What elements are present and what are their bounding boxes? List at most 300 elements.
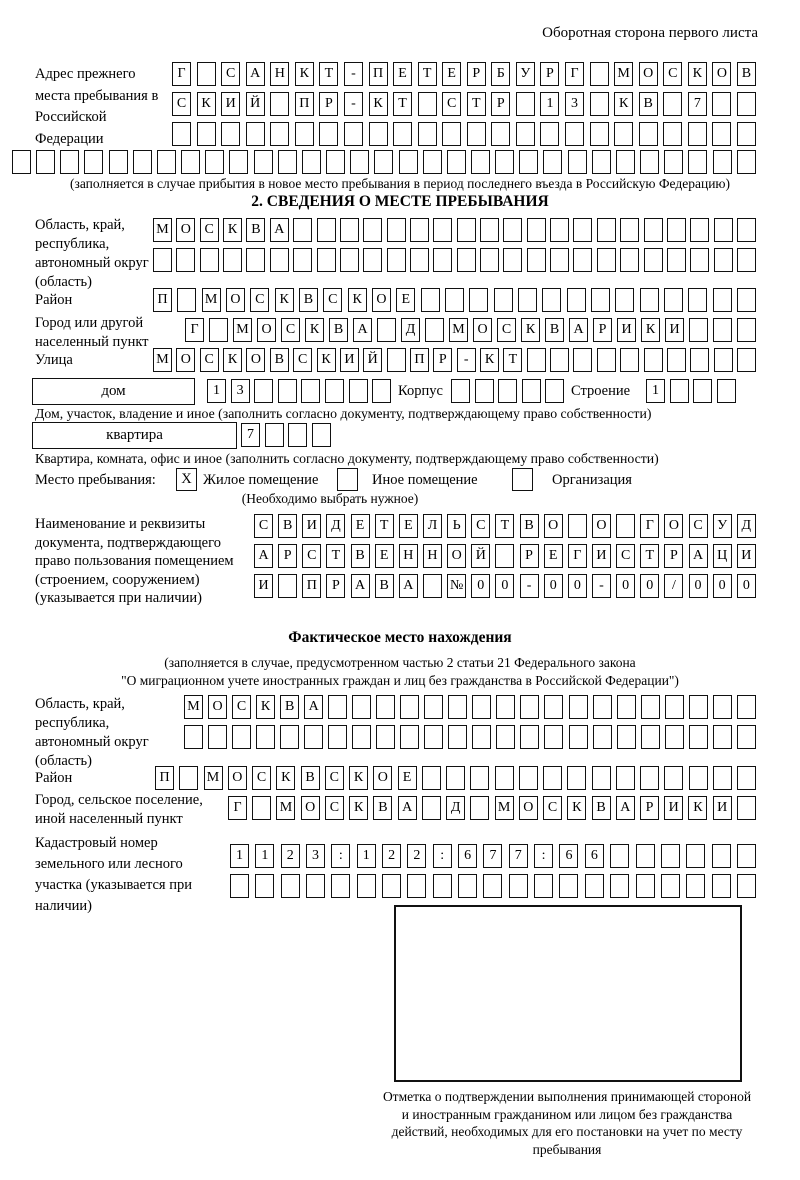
- char-box: В: [351, 544, 370, 568]
- char-box-empty: [597, 248, 616, 272]
- char-box: О: [473, 318, 492, 342]
- char-box-empty: [200, 248, 219, 272]
- char-box-empty: [357, 874, 376, 898]
- char-box-empty: [475, 379, 494, 403]
- char-box: В: [375, 574, 394, 598]
- char-box: Д: [401, 318, 420, 342]
- char-box-empty: [516, 92, 535, 116]
- char-box: О: [246, 348, 265, 372]
- region-label: Область, край, республика, автономный округ (область): [35, 217, 149, 290]
- char-box-empty: [713, 725, 732, 749]
- char-box-empty: [620, 218, 639, 242]
- char-box-empty: [352, 725, 371, 749]
- char-box-empty: [503, 248, 522, 272]
- char-box-empty: [422, 796, 441, 820]
- char-box-empty: [229, 150, 248, 174]
- char-box: -: [520, 574, 539, 598]
- char-box-empty: [737, 150, 756, 174]
- char-box: К: [614, 92, 633, 116]
- char-box: 7: [241, 423, 260, 447]
- char-box-empty: [306, 874, 325, 898]
- char-box: Ц: [713, 544, 732, 568]
- char-box-empty: [312, 423, 331, 447]
- char-box-empty: [592, 766, 611, 790]
- char-box: 0: [737, 574, 756, 598]
- char-box-empty: [714, 348, 733, 372]
- char-box: В: [301, 766, 320, 790]
- char-box-empty: [540, 122, 559, 146]
- char-box-empty: [663, 122, 682, 146]
- char-box-empty: [376, 725, 395, 749]
- city-row: [185, 318, 756, 342]
- char-box-empty: [387, 348, 406, 372]
- char-box: А: [246, 62, 265, 86]
- char-box-empty: [448, 725, 467, 749]
- char-box: 6: [458, 844, 477, 868]
- char-box: П: [155, 766, 174, 790]
- char-box-empty: [520, 695, 539, 719]
- region-row-2: [153, 248, 756, 272]
- char-box-empty: [278, 150, 297, 174]
- char-box-empty: [184, 725, 203, 749]
- char-box-empty: [569, 725, 588, 749]
- char-box-empty: [349, 379, 368, 403]
- char-box-empty: [209, 318, 228, 342]
- char-box-empty: [494, 288, 513, 312]
- char-box: 0: [471, 574, 490, 598]
- char-box-empty: [737, 248, 756, 272]
- char-box: В: [278, 514, 297, 538]
- char-box-empty: [433, 218, 452, 242]
- char-box-empty: [590, 122, 609, 146]
- char-box-empty: [377, 318, 396, 342]
- char-box: А: [399, 574, 418, 598]
- place-type-label: Место пребывания:: [35, 472, 156, 488]
- char-box-empty: [543, 150, 562, 174]
- char-box: М: [153, 218, 172, 242]
- kadastr-row-1: [230, 844, 756, 868]
- char-box: В: [592, 796, 611, 820]
- char-box-empty: [400, 725, 419, 749]
- char-box-empty: [480, 248, 499, 272]
- char-box: В: [280, 695, 299, 719]
- char-box-empty: [340, 218, 359, 242]
- char-box: Е: [398, 766, 417, 790]
- char-box: В: [299, 288, 318, 312]
- char-box-empty: [714, 218, 733, 242]
- korpus-row: [451, 379, 564, 403]
- char-box-empty: [661, 874, 680, 898]
- char-box: У: [516, 62, 535, 86]
- fact-region-label: Область, край, республика, автономный округ (область): [35, 696, 149, 769]
- char-box: И: [665, 318, 684, 342]
- char-box-empty: [550, 348, 569, 372]
- char-box-empty: [232, 725, 251, 749]
- char-box: С: [254, 514, 273, 538]
- char-box: 2: [281, 844, 300, 868]
- char-box: №: [447, 574, 466, 598]
- char-box-empty: [712, 874, 731, 898]
- char-box: Р: [593, 318, 612, 342]
- kadastr-row-2: [230, 874, 756, 898]
- char-box-empty: [317, 218, 336, 242]
- char-box: Г: [228, 796, 247, 820]
- char-box: К: [317, 348, 336, 372]
- char-box: И: [617, 318, 636, 342]
- char-box: Г: [172, 62, 191, 86]
- char-box-empty: [664, 288, 683, 312]
- char-box-empty: [340, 248, 359, 272]
- char-box: 1: [230, 844, 249, 868]
- char-box-empty: [712, 92, 731, 116]
- stroenie-label: Строение: [571, 383, 631, 399]
- char-box-empty: [418, 122, 437, 146]
- char-box: О: [592, 514, 611, 538]
- char-box-empty: [644, 248, 663, 272]
- char-box: Т: [375, 514, 394, 538]
- char-box-empty: [325, 379, 344, 403]
- char-box-empty: [591, 288, 610, 312]
- char-box: О: [373, 766, 392, 790]
- char-box: И: [664, 796, 683, 820]
- char-box-empty: [585, 874, 604, 898]
- char-box-empty: [615, 288, 634, 312]
- char-box: С: [616, 544, 635, 568]
- char-box: Т: [467, 92, 486, 116]
- char-box-empty: [544, 695, 563, 719]
- char-box-empty: [223, 248, 242, 272]
- char-box-empty: [639, 122, 658, 146]
- char-box: -: [344, 92, 363, 116]
- char-box: О: [664, 514, 683, 538]
- prev-address-row-2: [172, 92, 756, 116]
- korpus-label: Корпус: [398, 383, 443, 399]
- char-box-empty: [157, 150, 176, 174]
- char-box: /: [664, 574, 683, 598]
- char-box-empty: [387, 248, 406, 272]
- fact-city-row: [228, 796, 756, 820]
- char-box-empty: [616, 150, 635, 174]
- char-box-empty: [522, 379, 541, 403]
- char-box: 0: [616, 574, 635, 598]
- char-box-empty: [520, 725, 539, 749]
- char-box: О: [639, 62, 658, 86]
- char-box-empty: [640, 288, 659, 312]
- street-label: Улица: [35, 352, 73, 368]
- char-box-empty: [254, 150, 273, 174]
- char-box-empty: [688, 288, 707, 312]
- char-box: Н: [423, 544, 442, 568]
- option-organization-label: Организация: [552, 472, 632, 488]
- char-box: О: [228, 766, 247, 790]
- char-box-empty: [661, 844, 680, 868]
- char-box-empty: [641, 725, 660, 749]
- option-residential-label: Жилое помещение: [203, 472, 319, 488]
- char-box-empty: [568, 514, 587, 538]
- char-box-empty: [418, 92, 437, 116]
- char-box-empty: [133, 150, 152, 174]
- char-box: В: [329, 318, 348, 342]
- char-box-empty: [573, 348, 592, 372]
- char-box: К: [305, 318, 324, 342]
- char-box: Н: [270, 62, 289, 86]
- char-box-empty: [410, 248, 429, 272]
- char-box-empty: [717, 379, 736, 403]
- char-box-empty: [288, 423, 307, 447]
- char-box-empty: [302, 150, 321, 174]
- char-box: М: [153, 348, 172, 372]
- char-box: В: [270, 348, 289, 372]
- char-box-empty: [270, 92, 289, 116]
- char-box-empty: [221, 122, 240, 146]
- char-box-empty: [393, 122, 412, 146]
- char-box-empty: [448, 695, 467, 719]
- char-box-empty: [737, 218, 756, 242]
- checkbox-other-premises: [337, 468, 358, 491]
- char-box-empty: [256, 725, 275, 749]
- char-box-empty: [424, 695, 443, 719]
- char-box: С: [663, 62, 682, 86]
- char-box-empty: [483, 874, 502, 898]
- char-box: К: [295, 62, 314, 86]
- char-box-empty: [369, 122, 388, 146]
- char-box-empty: [230, 874, 249, 898]
- char-box: П: [302, 574, 321, 598]
- char-box: 1: [357, 844, 376, 868]
- fact-region-row-1: [184, 695, 756, 719]
- char-box-empty: [543, 766, 562, 790]
- char-box: Р: [326, 574, 345, 598]
- char-box: К: [256, 695, 275, 719]
- char-box-empty: [326, 150, 345, 174]
- char-box-empty: [686, 874, 705, 898]
- char-box: 0: [640, 574, 659, 598]
- char-box-empty: [519, 766, 538, 790]
- char-box: 3: [306, 844, 325, 868]
- char-box: 1: [207, 379, 226, 403]
- char-box-empty: [495, 766, 514, 790]
- kvartira-caption: Квартира, комната, офис и иное (заполнить согласно документу, подтверждающему право собственности): [35, 451, 659, 466]
- char-box-empty: [713, 318, 732, 342]
- char-box: Е: [544, 544, 563, 568]
- char-box-empty: [545, 379, 564, 403]
- char-box-empty: [197, 122, 216, 146]
- char-box-empty: [664, 766, 683, 790]
- char-box: Р: [278, 544, 297, 568]
- char-box: П: [410, 348, 429, 372]
- char-box-empty: [569, 695, 588, 719]
- char-box-empty: [567, 766, 586, 790]
- char-box: С: [497, 318, 516, 342]
- char-box: Д: [737, 514, 756, 538]
- stroenie-row: [646, 379, 736, 403]
- char-box: В: [373, 796, 392, 820]
- checkbox-residential: X: [176, 468, 197, 491]
- char-box: К: [521, 318, 540, 342]
- char-box: И: [302, 514, 321, 538]
- char-box-empty: [352, 695, 371, 719]
- char-box-empty: [281, 874, 300, 898]
- char-box-empty: [664, 150, 683, 174]
- char-box-empty: [665, 725, 684, 749]
- char-box: :: [331, 844, 350, 868]
- char-box-empty: [565, 122, 584, 146]
- char-box: Т: [319, 62, 338, 86]
- char-box: 3: [565, 92, 584, 116]
- char-box: Й: [246, 92, 265, 116]
- char-box: Р: [467, 62, 486, 86]
- char-box-empty: [255, 874, 274, 898]
- char-box-empty: [447, 150, 466, 174]
- char-box-empty: [527, 248, 546, 272]
- char-box-empty: [641, 695, 660, 719]
- char-box-empty: [597, 218, 616, 242]
- char-box-empty: [498, 379, 517, 403]
- char-box-empty: [663, 92, 682, 116]
- char-box-empty: [467, 122, 486, 146]
- char-box-empty: [620, 248, 639, 272]
- char-box: С: [281, 318, 300, 342]
- char-box: С: [200, 348, 219, 372]
- char-box-empty: [568, 150, 587, 174]
- fact-region-row-2: [184, 725, 756, 749]
- char-box-empty: [737, 874, 756, 898]
- char-box-empty: [331, 874, 350, 898]
- street-row: [153, 348, 756, 372]
- region-row-1: [153, 218, 756, 242]
- char-box: С: [471, 514, 490, 538]
- char-box-empty: [713, 766, 732, 790]
- char-box-empty: [350, 150, 369, 174]
- char-box-empty: [713, 150, 732, 174]
- char-box-empty: [689, 318, 708, 342]
- char-box-empty: [372, 379, 391, 403]
- char-box-empty: [197, 62, 216, 86]
- char-box: К: [275, 288, 294, 312]
- char-box-empty: [688, 150, 707, 174]
- char-box: Е: [375, 544, 394, 568]
- confirmation-mark-box: [394, 905, 742, 1082]
- char-box-empty: [737, 318, 756, 342]
- char-box-empty: [472, 695, 491, 719]
- char-box-empty: [293, 218, 312, 242]
- char-box-empty: [644, 218, 663, 242]
- char-box: Т: [393, 92, 412, 116]
- char-box: Г: [640, 514, 659, 538]
- char-box: Т: [503, 348, 522, 372]
- char-box-empty: [374, 150, 393, 174]
- char-box: М: [202, 288, 221, 312]
- char-box-empty: [544, 725, 563, 749]
- char-box-empty: [179, 766, 198, 790]
- char-box-empty: [714, 248, 733, 272]
- char-box: С: [293, 348, 312, 372]
- kadastr-label: Кадастровый номер земельного или лесного участка (указывается при наличии): [35, 835, 192, 914]
- char-box-empty: [712, 844, 731, 868]
- char-box-empty: [421, 288, 440, 312]
- char-box: Д: [446, 796, 465, 820]
- char-box-empty: [399, 150, 418, 174]
- char-box-empty: [593, 695, 612, 719]
- char-box: М: [276, 796, 295, 820]
- char-box: 0: [544, 574, 563, 598]
- char-box-empty: [60, 150, 79, 174]
- char-box-empty: [617, 725, 636, 749]
- char-box: С: [302, 544, 321, 568]
- char-box: А: [304, 695, 323, 719]
- char-box-empty: [636, 874, 655, 898]
- char-box: Д: [326, 514, 345, 538]
- char-box-empty: [686, 844, 705, 868]
- city-label: Город или другой населенный пункт: [35, 315, 149, 350]
- char-box: 2: [407, 844, 426, 868]
- char-box: К: [223, 348, 242, 372]
- char-box-empty: [36, 150, 55, 174]
- char-box-empty: [617, 695, 636, 719]
- char-box: К: [197, 92, 216, 116]
- char-box: Л: [423, 514, 442, 538]
- char-box: Т: [326, 544, 345, 568]
- char-box-empty: [713, 288, 732, 312]
- char-box: С: [221, 62, 240, 86]
- char-box: Б: [491, 62, 510, 86]
- char-box: С: [323, 288, 342, 312]
- char-box-empty: [620, 348, 639, 372]
- char-box-empty: [469, 288, 488, 312]
- char-box: С: [325, 796, 344, 820]
- char-box: П: [369, 62, 388, 86]
- char-box-empty: [542, 288, 561, 312]
- char-box-empty: [319, 122, 338, 146]
- fact-city-label: Город, сельское поселение, иной населенный пункт: [35, 792, 203, 827]
- char-box-empty: [670, 379, 689, 403]
- char-box-empty: [550, 248, 569, 272]
- char-box: А: [569, 318, 588, 342]
- char-box-empty: [328, 725, 347, 749]
- char-box-empty: [344, 122, 363, 146]
- char-box: 0: [495, 574, 514, 598]
- char-box: Р: [640, 796, 659, 820]
- char-box: К: [480, 348, 499, 372]
- char-box: 2: [382, 844, 401, 868]
- char-box-empty: [690, 248, 709, 272]
- char-box: В: [246, 218, 265, 242]
- char-box-empty: [527, 218, 546, 242]
- char-box: А: [398, 796, 417, 820]
- place-type-hint: (Необходимо выбрать нужное): [241, 491, 419, 506]
- char-box-empty: [424, 725, 443, 749]
- char-box-empty: [445, 288, 464, 312]
- char-box-empty: [457, 248, 476, 272]
- char-box-empty: [550, 218, 569, 242]
- char-box: И: [340, 348, 359, 372]
- char-box: С: [325, 766, 344, 790]
- char-box: С: [689, 514, 708, 538]
- char-box: П: [153, 288, 172, 312]
- char-box: Г: [565, 62, 584, 86]
- char-box: Т: [495, 514, 514, 538]
- char-box: К: [688, 796, 707, 820]
- char-box: А: [254, 544, 273, 568]
- char-box-empty: [280, 725, 299, 749]
- char-box-empty: [153, 248, 172, 272]
- char-box-empty: [593, 725, 612, 749]
- document-label: Наименование и реквизиты документа, подтверждающего право пользования помещением (строением, сооружением) (указывается при наличии): [35, 516, 234, 607]
- char-box-empty: [737, 725, 756, 749]
- char-box: Й: [363, 348, 382, 372]
- char-box: Т: [418, 62, 437, 86]
- char-box-empty: [573, 248, 592, 272]
